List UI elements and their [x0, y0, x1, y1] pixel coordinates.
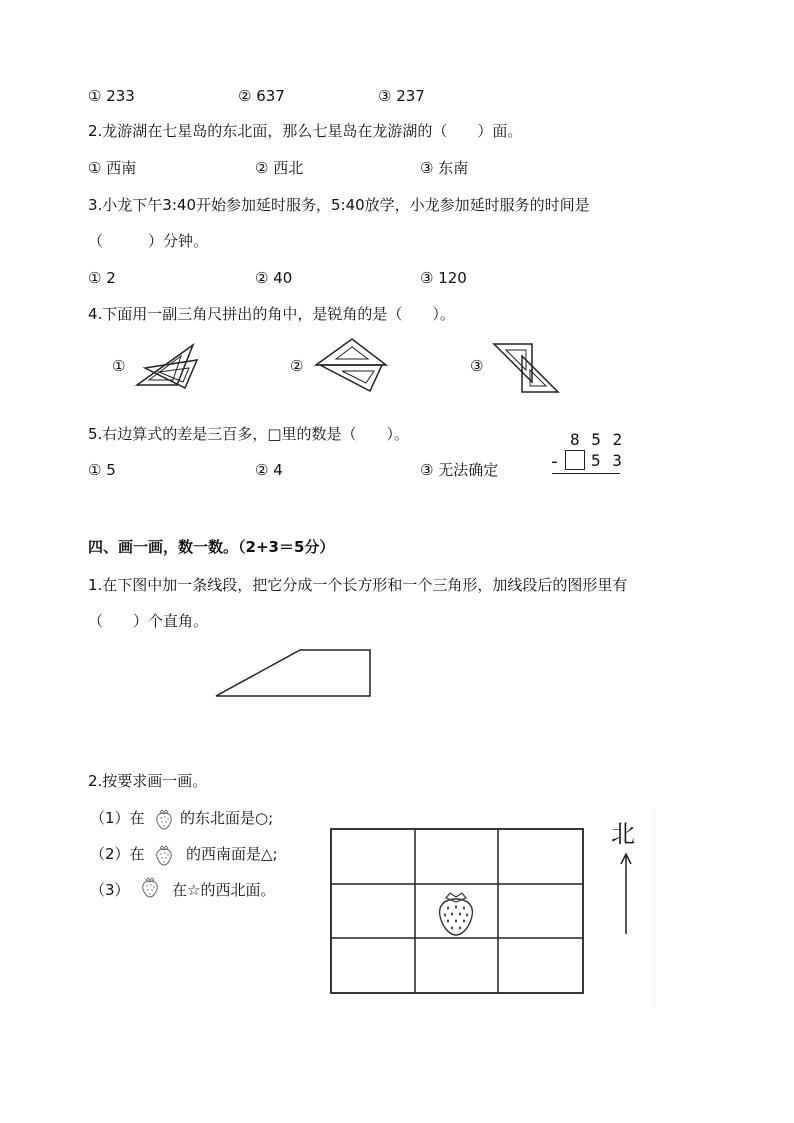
q3-text-line2: （ ）分钟。	[88, 232, 209, 250]
q3-option-3: ③ 120	[420, 269, 467, 287]
section4-p1-line2: （ ）个直角。	[88, 612, 209, 630]
q3-option-1: ① 2	[88, 269, 116, 287]
set-square-figure-2	[312, 335, 390, 395]
set-square-figure-3	[492, 338, 562, 396]
p2-item-2-suffix: 的西南面是△;	[186, 845, 278, 863]
q5-option-1: ① 5	[88, 461, 116, 479]
north-arrow-icon	[618, 852, 634, 936]
p2-item-1-suffix: 的东北面是○;	[180, 809, 274, 827]
set-square-figure-1	[135, 340, 205, 395]
subtraction-blank-box[interactable]	[565, 450, 585, 470]
north-scan-edge	[654, 808, 655, 1008]
section4-title: 四、画一画，数一数。（2+3＝5分）	[88, 538, 335, 556]
q3-text-line1: 3.小龙下午3:40开始参加延时服务，5:40放学，小龙参加延时服务的时间是	[88, 196, 590, 214]
p2-item-3-suffix: 在☆的西北面。	[172, 881, 276, 899]
strawberry-icon	[436, 889, 476, 937]
q2-option-3: ③ 东南	[420, 159, 469, 177]
subtraction-top-number: 8 5 2	[570, 430, 624, 449]
strawberry-icon	[141, 876, 159, 898]
q4-label-3: ③	[470, 357, 484, 375]
q4-label-1: ①	[112, 357, 126, 375]
q1-option-1: ① 233	[88, 87, 135, 105]
subtraction-result-line	[552, 473, 620, 474]
q4-text: 4.下面用一副三角尺拼出的角中，是锐角的是（ ）。	[88, 305, 455, 323]
q5-text: 5.右边算式的差是三百多，□里的数是（ ）。	[88, 425, 409, 443]
q2-option-1: ① 西南	[88, 159, 137, 177]
q2-option-2: ② 西北	[255, 159, 304, 177]
p2-item-2-prefix: （2）在	[90, 845, 145, 863]
q5-option-3: ③ 无法确定	[420, 461, 499, 479]
p2-item-3-prefix: （3）	[90, 881, 130, 899]
north-label: 北	[611, 820, 635, 848]
strawberry-icon	[155, 844, 173, 866]
section4-p1-line1: 1.在下图中加一条线段，把它分成一个长方形和一个三角形，加线段后的图形里有	[88, 576, 628, 594]
q2-text: 2.龙游湖在七星岛的东北面，那么七星岛在龙游湖的（ ）面。	[88, 122, 523, 140]
strawberry-icon	[155, 808, 173, 830]
q4-label-2: ②	[290, 357, 304, 375]
q1-option-2: ② 637	[238, 87, 285, 105]
trapezoid-figure	[214, 648, 372, 698]
q5-option-2: ② 4	[255, 461, 283, 479]
section4-p2-title: 2.按要求画一画。	[88, 772, 208, 790]
subtraction-minus-sign: -	[549, 451, 560, 472]
subtraction-bottom-digits: 5 3	[591, 451, 623, 470]
q3-option-2: ② 40	[255, 269, 293, 287]
p2-item-1-prefix: （1）在	[90, 809, 145, 827]
q1-option-3: ③ 237	[378, 87, 425, 105]
